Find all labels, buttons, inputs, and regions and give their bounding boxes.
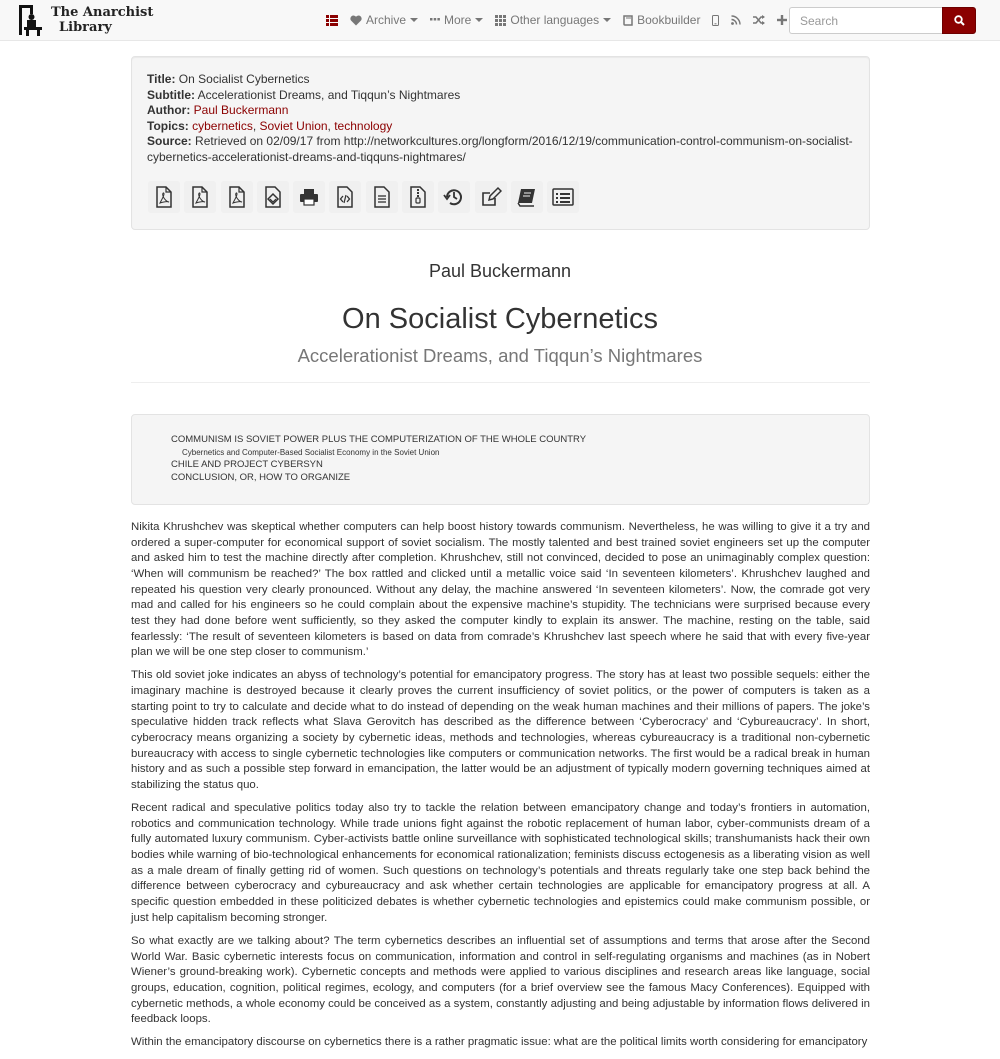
meta-title-label: Title:	[147, 72, 176, 86]
nav-bookbuilder-label: Bookbuilder	[637, 13, 701, 27]
library-logo-icon	[18, 3, 46, 37]
table-of-contents-button[interactable]	[547, 181, 579, 213]
toc-link[interactable]: CHILE AND PROJECT CYBERSYN	[171, 459, 323, 471]
meta-subtitle-label: Subtitle:	[147, 87, 195, 102]
pdf-file-icon	[226, 186, 248, 208]
article-body	[131, 520, 870, 1059]
site-logo-link[interactable]	[18, 2, 153, 38]
search-button[interactable]	[942, 7, 976, 34]
history-button[interactable]	[438, 181, 470, 213]
nav-bookbuilder-link[interactable]	[623, 13, 700, 27]
meta-subtitle-value: Accelerationist Dreams, and Tiqqun’s Nightmares	[197, 87, 461, 102]
list-alt-icon	[552, 186, 574, 208]
toc-link[interactable]: Cybernetics and Computer-Based Socialist Economy in the Soviet Union	[182, 447, 440, 457]
meta-source-row	[147, 134, 854, 165]
nav-rss-link[interactable]	[731, 15, 741, 25]
toc-link[interactable]: COMMUNISM IS SOVIET POWER PLUS THE COMPUTERIZATION OF THE WHOLE COUNTRY	[171, 434, 587, 445]
nav-archive-label: Archive	[366, 13, 407, 27]
pdf-file-icon	[153, 186, 175, 208]
article-subtitle: Accelerationist Dreams, and Tiqqun’s Nightmares	[297, 345, 703, 366]
search-icon	[954, 15, 965, 26]
table-of-contents	[131, 414, 870, 505]
text-file-icon	[371, 186, 393, 208]
article-title: On Socialist Cybernetics	[342, 303, 658, 335]
author-link[interactable]: Paul Buckermann	[193, 103, 289, 118]
divider	[131, 382, 870, 383]
top-navbar	[0, 0, 1000, 41]
nav-more-dropdown[interactable]	[430, 13, 483, 27]
plus-icon	[777, 15, 787, 25]
list-icon	[326, 15, 338, 26]
topic-link-cybernetics[interactable]: cybernetics	[192, 118, 253, 133]
brand-line-1: The Anarchist	[51, 5, 154, 20]
meta-topics-label: Topics:	[147, 118, 189, 133]
paragraph: Within the emancipatory discourse on cybernetics there is a rather pragmatic issue: what are the political limits worth considering for emancipatory	[131, 1036, 868, 1049]
meta-author-label: Author:	[147, 103, 191, 118]
download-letter-pdf-button[interactable]	[221, 181, 253, 213]
nav-menu	[326, 0, 799, 40]
nav-archive-dropdown[interactable]	[350, 13, 418, 27]
chevron-down-icon	[475, 18, 483, 22]
history-icon	[443, 186, 465, 208]
paragraph: This old soviet joke indicates an abyss of technology’s potential for emancipatory progress. The story has at least two possible sequels: either the imaginary machine is destroyed because it clearly proves the current insufficiency of soviet politics, or the power of computers is taken as a starting point to try to calculate and decide what to do instead of depending on the weak human machines and their millions of papers. The joke’s speculative hidden track reflects what Slava Gerovitch has described as the difference between ‘Cyberocracy’ and ‘Cybureaucracy’. In short, cyberocracy means organizing a society by cybernetic ideas, methods and technologies, whereas cybureaucracy is a traditional non-cybernetic bureaucracy with access to single cybernetic technologies like computers or communication networks. The first would be a radical break in human history and as such a possible step forward in emancipation, the latter would be an adjustment of typically modern governing techniques aimed at stabilizing the status quo.	[131, 669, 870, 791]
nav-list-toggle[interactable]	[326, 15, 338, 26]
nav-random-link[interactable]	[753, 15, 765, 25]
article-author: Paul Buckermann	[428, 261, 572, 281]
shuffle-icon	[753, 15, 765, 25]
topic-link-soviet-union[interactable]: Soviet Union	[259, 118, 328, 133]
paragraph: So what exactly are we talking about? The term cybernetics describes an influential set of assumptions and terms that arose after the Second World War. Basic cybernetic interests focus on communication, information and control in self-regulating organisms and machines (as in Nobert Wiener’s ground-breaking work). Cybernetic concepts and methods were applied to various disciplines and research areas like language, social groups, education, cognition, political regimes, ecology, and computers (for a brief overview see the famous Macy Conferences). Equipped with cybernetic methods, a whole economy could be conceived as a system, constantly adjusting and being adjustable by information flows delivered in feedback loops.	[131, 934, 870, 1026]
epub-file-icon	[262, 186, 284, 208]
nav-other-languages-dropdown[interactable]	[495, 13, 611, 27]
meta-source-value: Retrieved on 02/09/17 from http://networkcultures.org/longform/2016/12/19/communication-control-communism-on-socialist-cybernetics-accelerationist-dreams-and-tiqquns-nightmares/	[147, 134, 853, 164]
chevron-down-icon	[410, 18, 418, 22]
meta-topics-row: Topics: cybernetics, Soviet Union, technology	[147, 118, 393, 133]
books-icon	[516, 186, 538, 208]
chevron-down-icon	[603, 18, 611, 22]
zip-file-icon	[407, 186, 429, 208]
download-html-button[interactable]	[329, 181, 361, 213]
nav-more-label: More	[444, 13, 472, 27]
download-epub-button[interactable]	[257, 181, 289, 213]
book-icon	[623, 15, 633, 26]
meta-title-value: On Socialist Cybernetics	[178, 72, 310, 86]
meta-subtitle-row	[147, 88, 854, 104]
print-icon	[298, 186, 320, 208]
edit-button[interactable]	[475, 181, 507, 213]
add-to-bookbuilder-button[interactable]	[511, 181, 543, 213]
rss-icon	[731, 15, 741, 25]
meta-author-row	[147, 103, 854, 119]
search-input[interactable]	[789, 7, 942, 34]
toc-link[interactable]: CONCLUSION, OR, HOW TO ORGANIZE	[171, 472, 351, 484]
nav-other-languages-label: Other languages	[510, 13, 600, 27]
pdf-file-icon	[189, 186, 211, 208]
nav-mobile-link[interactable]	[712, 15, 719, 26]
download-source-zip-button[interactable]	[402, 181, 434, 213]
download-text-button[interactable]	[366, 181, 398, 213]
meta-title-row	[147, 72, 854, 88]
heart-icon	[350, 15, 362, 26]
meta-source-label: Source:	[147, 134, 192, 149]
ellipsis-icon	[430, 18, 440, 22]
brand-line-2: Library	[59, 20, 112, 35]
edit-icon	[480, 186, 502, 208]
paragraph: Nikita Khrushchev was skeptical whether computers can help boost history towards communism. Nevertheless, he was willing to give it a try and ordered a super-computer for economical support of soviet socialism. The mostly talented and best trained soviet engineers set up the computer and asked him to test the machine directly after completion. Khrushchev, still not convinced, decided to pose an unimaginably complex question: ‘When will communism be reached?’ The box rattled and clicked until a metallic voice said ‘In seventeen kilometers’. Khrushchev laughed and repeated his question very clearly pronounced. Without any delay, the machine answered ‘In seventeen kilometers’. Now, the comrade got very mad and called for his engineers so he could complain about the expensive machine’s stupidity. The technicians were surprised because every test they had done before went sufficiently, so they asked the computer kindly to explain its answer. The machine, resting on the table, said fearlessly: ‘The result of seventeen kilometers is based on data from comrade’s Khrushchev last speech where he said that with every five-year plan we will be one step closer to communism.’	[131, 521, 870, 659]
paragraph: Recent radical and speculative politics today also try to tackle the relation between emancipatory change and today’s frontiers in automation, robotics and communication technology. While trade unions fight against the robotic replacement of human labor, cyber-communists dream of a fully automated luxury communism. Cyber-activists battle online surveillance with sophisticated technological skills; transhumanists hack their own bodies while warning of bio-technological enhancements for economical rationalization; feminists discuss ectogenesis as a liberating vision as well as a male dream of finally getting rid of women. Such questions on technology’s potentials and threats regularly take one step back behind the difference between cyberocracy and cybureaucracy and ask whether certain technologies are applicable for emancipatory progress at all. A specific question embedded in these politicized debates is whether cybernetic technologies and epistemics could make communism possible, or just help capitalism becoming stronger.	[131, 802, 870, 924]
topic-link-technology[interactable]: technology	[334, 118, 393, 133]
code-file-icon	[334, 186, 356, 208]
download-a4-pdf-button[interactable]	[184, 181, 216, 213]
download-pdf-button[interactable]	[148, 181, 180, 213]
text-metadata-panel	[131, 56, 870, 230]
grid-icon	[495, 15, 506, 26]
search-form	[789, 7, 976, 34]
print-button[interactable]	[293, 181, 325, 213]
download-toolbar	[148, 181, 584, 213]
mobile-icon	[712, 15, 719, 26]
nav-add-link[interactable]	[777, 15, 787, 25]
